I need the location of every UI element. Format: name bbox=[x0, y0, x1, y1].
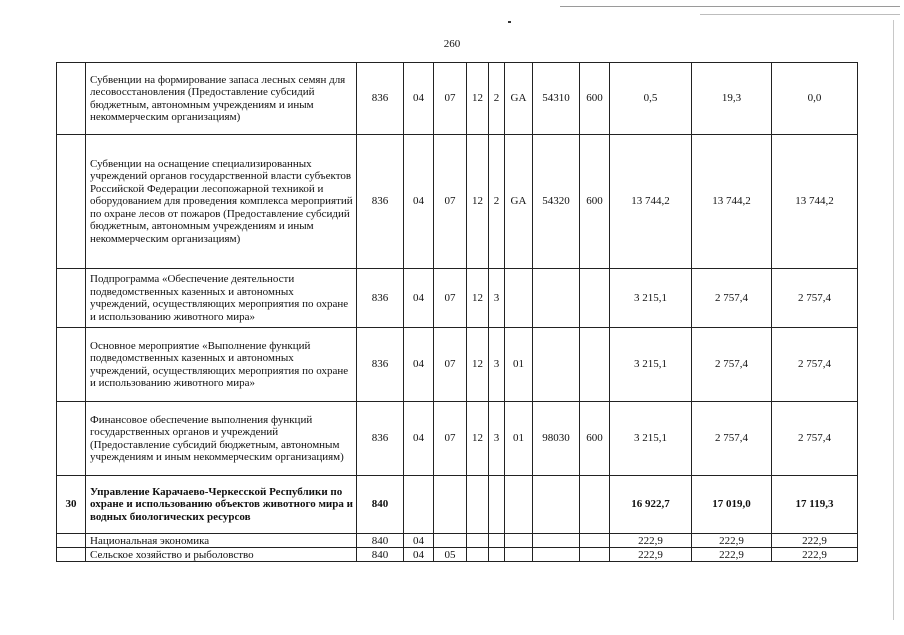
subsection-code: 07 bbox=[434, 328, 467, 402]
row-number bbox=[57, 63, 86, 135]
table-row bbox=[57, 534, 858, 548]
sum-year-2: 17 019,0 bbox=[692, 476, 772, 534]
sum-year-3: 0,0 bbox=[772, 63, 858, 135]
direction-code bbox=[533, 548, 580, 562]
expense-type-code bbox=[580, 476, 610, 534]
scan-edge-line bbox=[560, 6, 900, 7]
activity-code: 01 bbox=[505, 402, 533, 476]
subsection-code: 05 bbox=[434, 548, 467, 562]
sum-year-1: 3 215,1 bbox=[610, 269, 692, 328]
program-code bbox=[467, 476, 489, 534]
sum-year-3: 17 119,3 bbox=[772, 476, 858, 534]
activity-code: GA bbox=[505, 135, 533, 269]
expense-type-code bbox=[580, 269, 610, 328]
ved-code: 836 bbox=[357, 63, 404, 135]
page-number: 260 bbox=[443, 38, 461, 50]
sum-year-1: 13 744,2 bbox=[610, 135, 692, 269]
ved-code: 840 bbox=[357, 534, 404, 548]
direction-code bbox=[533, 534, 580, 548]
program-code: 12 bbox=[467, 63, 489, 135]
sum-year-3: 2 757,4 bbox=[772, 402, 858, 476]
budget-table bbox=[56, 62, 858, 562]
row-name: Основное мероприятие «Выполнение функций подведомственных казенных и автономных учреждений, осуществляющих мероприятия по охране и использованию животного мира» bbox=[86, 328, 357, 402]
section-code bbox=[404, 476, 434, 534]
direction-code: 98030 bbox=[533, 402, 580, 476]
activity-code bbox=[505, 548, 533, 562]
program-code: 12 bbox=[467, 402, 489, 476]
row-number bbox=[57, 328, 86, 402]
ved-code: 836 bbox=[357, 269, 404, 328]
section-code: 04 bbox=[404, 269, 434, 328]
sum-year-2: 13 744,2 bbox=[692, 135, 772, 269]
scan-speck bbox=[508, 21, 511, 23]
section-code: 04 bbox=[404, 548, 434, 562]
sum-year-2: 2 757,4 bbox=[692, 402, 772, 476]
subsection-code bbox=[434, 476, 467, 534]
table-row bbox=[57, 548, 858, 562]
direction-code bbox=[533, 476, 580, 534]
table-row bbox=[57, 476, 858, 534]
sum-year-2: 222,9 bbox=[692, 548, 772, 562]
sum-year-1: 3 215,1 bbox=[610, 328, 692, 402]
subprogram-code: 3 bbox=[489, 402, 505, 476]
section-code: 04 bbox=[404, 63, 434, 135]
activity-code bbox=[505, 269, 533, 328]
program-code bbox=[467, 548, 489, 562]
row-name: Управление Карачаево-Черкесской Республики по охране и использованию объектов животного мира и водных биологических ресурсов bbox=[86, 476, 357, 534]
row-number bbox=[57, 402, 86, 476]
expense-type-code: 600 bbox=[580, 63, 610, 135]
table-row bbox=[57, 135, 858, 269]
row-number: 30 bbox=[57, 476, 86, 534]
sum-year-2: 19,3 bbox=[692, 63, 772, 135]
table-row bbox=[57, 328, 858, 402]
table-row bbox=[57, 63, 858, 135]
sum-year-3: 2 757,4 bbox=[772, 269, 858, 328]
direction-code bbox=[533, 328, 580, 402]
activity-code: GA bbox=[505, 63, 533, 135]
sum-year-3: 222,9 bbox=[772, 548, 858, 562]
subprogram-code: 3 bbox=[489, 328, 505, 402]
sum-year-2: 222,9 bbox=[692, 534, 772, 548]
subsection-code: 07 bbox=[434, 402, 467, 476]
ved-code: 840 bbox=[357, 476, 404, 534]
section-code: 04 bbox=[404, 328, 434, 402]
row-name: Субвенции на оснащение специализированных учреждений органов государственной власти субъектов Российской Федерации лесопожарной техникой и оборудованием для проведения комплекса мероприятий по охране лесов от пожаров (Предоставление субсидий бюджетным, автономным учреждениям и иным некоммерческим организациям) bbox=[86, 135, 357, 269]
activity-code bbox=[505, 476, 533, 534]
row-name: Подпрограмма «Обеспечение деятельности подведомственных казенных и автономных учреждений, осуществляющих мероприятия по охране и использованию животного мира» bbox=[86, 269, 357, 328]
subprogram-code bbox=[489, 534, 505, 548]
sum-year-2: 2 757,4 bbox=[692, 328, 772, 402]
row-number bbox=[57, 548, 86, 562]
table-row bbox=[57, 269, 858, 328]
scan-edge-line bbox=[700, 14, 900, 15]
program-code bbox=[467, 534, 489, 548]
subsection-code: 07 bbox=[434, 269, 467, 328]
row-name: Сельское хозяйство и рыболовство bbox=[86, 548, 357, 562]
direction-code bbox=[533, 269, 580, 328]
subsection-code: 07 bbox=[434, 135, 467, 269]
row-name: Национальная экономика bbox=[86, 534, 357, 548]
subsection-code: 07 bbox=[434, 63, 467, 135]
sum-year-1: 222,9 bbox=[610, 534, 692, 548]
program-code: 12 bbox=[467, 135, 489, 269]
activity-code: 01 bbox=[505, 328, 533, 402]
sum-year-3: 2 757,4 bbox=[772, 328, 858, 402]
sum-year-2: 2 757,4 bbox=[692, 269, 772, 328]
section-code: 04 bbox=[404, 135, 434, 269]
row-name: Финансовое обеспечение выполнения функций государственных органов и учреждений (Предоставление субсидий бюджетным, автономным учреждениям и иным некоммерческим организациям) bbox=[86, 402, 357, 476]
direction-code: 54320 bbox=[533, 135, 580, 269]
sum-year-1: 0,5 bbox=[610, 63, 692, 135]
ved-code: 836 bbox=[357, 328, 404, 402]
sum-year-1: 222,9 bbox=[610, 548, 692, 562]
row-name: Субвенции на формирование запаса лесных семян для лесовосстановления (Предоставление субсидий бюджетным, автономным учреждениям и иным некоммерческим организациям) bbox=[86, 63, 357, 135]
program-code: 12 bbox=[467, 269, 489, 328]
subprogram-code: 2 bbox=[489, 135, 505, 269]
row-number bbox=[57, 269, 86, 328]
subprogram-code: 3 bbox=[489, 269, 505, 328]
program-code: 12 bbox=[467, 328, 489, 402]
expense-type-code bbox=[580, 548, 610, 562]
section-code: 04 bbox=[404, 402, 434, 476]
section-code: 04 bbox=[404, 534, 434, 548]
expense-type-code bbox=[580, 534, 610, 548]
expense-type-code: 600 bbox=[580, 135, 610, 269]
direction-code: 54310 bbox=[533, 63, 580, 135]
ved-code: 836 bbox=[357, 135, 404, 269]
scan-edge-line bbox=[893, 20, 894, 620]
sum-year-3: 222,9 bbox=[772, 534, 858, 548]
subprogram-code bbox=[489, 476, 505, 534]
subsection-code bbox=[434, 534, 467, 548]
sum-year-1: 16 922,7 bbox=[610, 476, 692, 534]
row-number bbox=[57, 534, 86, 548]
expense-type-code bbox=[580, 328, 610, 402]
subprogram-code bbox=[489, 548, 505, 562]
activity-code bbox=[505, 534, 533, 548]
table-row bbox=[57, 402, 858, 476]
row-number bbox=[57, 135, 86, 269]
sum-year-3: 13 744,2 bbox=[772, 135, 858, 269]
sum-year-1: 3 215,1 bbox=[610, 402, 692, 476]
expense-type-code: 600 bbox=[580, 402, 610, 476]
ved-code: 840 bbox=[357, 548, 404, 562]
ved-code: 836 bbox=[357, 402, 404, 476]
subprogram-code: 2 bbox=[489, 63, 505, 135]
